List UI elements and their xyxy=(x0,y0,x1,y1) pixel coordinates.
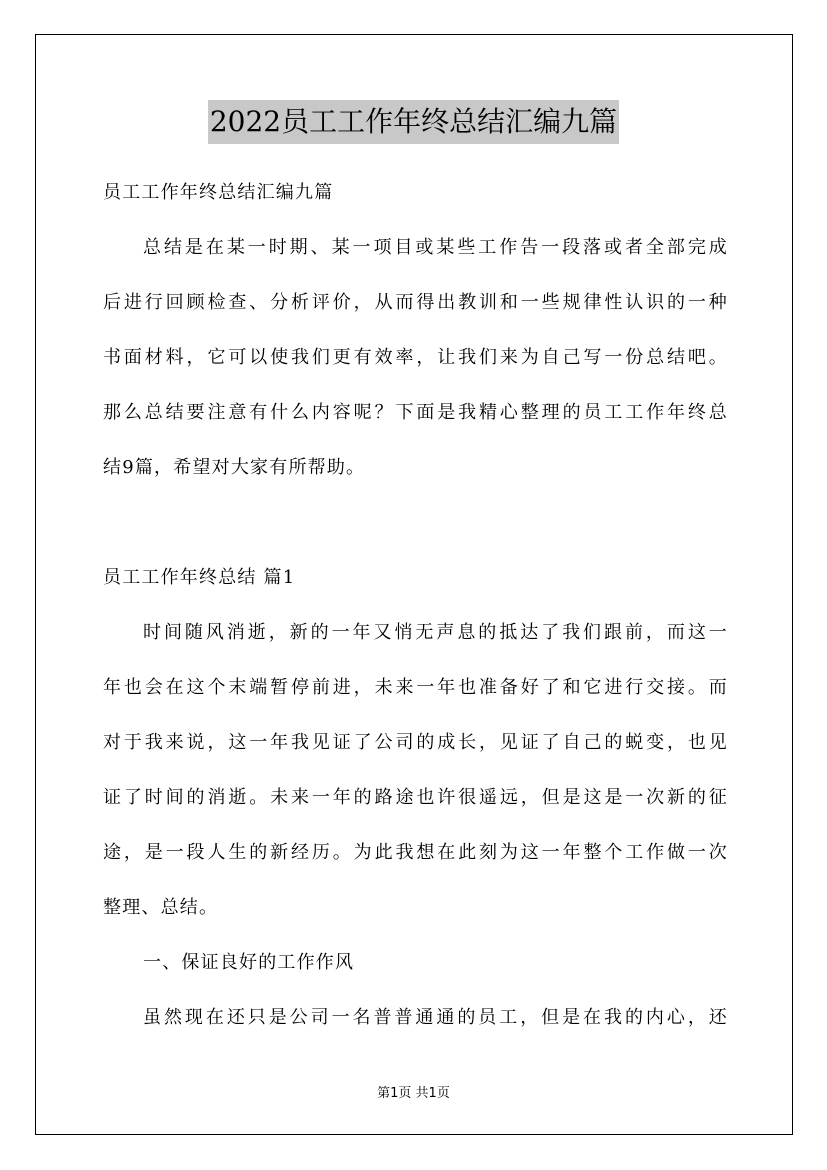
section-heading: 员工工作年终总结 篇1 xyxy=(103,567,296,588)
document-title xyxy=(0,100,827,144)
section-line: 对于我来说，这一年我见证了公司的成长，见证了自己的蜕变，也见 xyxy=(103,732,728,753)
section-line: 证了时间的消逝。未来一年的路途也许很遥远，但是这是一次新的征 xyxy=(103,787,728,808)
intro-line: 结9篇，希望对大家有所帮助。 xyxy=(103,457,366,478)
subtitle: 员工工作年终总结汇编九篇 xyxy=(103,182,334,203)
document-body xyxy=(103,172,728,1052)
intro-line: 后进行回顾检查、分析评价，从而得出教训和一些规律性认识的一种 xyxy=(103,292,728,313)
subheading: 一、保证良好的工作作风 xyxy=(143,952,355,973)
paragraph-line: 虽然现在还只是公司一名普普通通的员工，但是在我的内心，还 xyxy=(143,1007,728,1028)
intro-line: 那么总结要注意有什么内容呢？下面是我精心整理的员工工作年终总 xyxy=(103,402,728,423)
intro-line: 书面材料，它可以使我们更有效率，让我们来为自己写一份总结吧。 xyxy=(103,347,728,368)
page-number: 第1页 共1页 xyxy=(377,1086,450,1101)
section-line: 整理、总结。 xyxy=(103,897,219,918)
document-title-text: 2022员工工作年终总结汇编九篇 xyxy=(208,100,619,144)
section-line: 年也会在这个末端暂停前进，未来一年也准备好了和它进行交接。而 xyxy=(103,677,728,698)
section-line: 途，是一段人生的新经历。为此我想在此刻为这一年整个工作做一次 xyxy=(103,842,728,863)
blank-line xyxy=(103,502,728,557)
section-line: 时间随风消逝，新的一年又悄无声息的抵达了我们跟前，而这一 xyxy=(143,622,728,643)
intro-line: 总结是在某一时期、某一项目或某些工作告一段落或者全部完成 xyxy=(143,237,728,258)
